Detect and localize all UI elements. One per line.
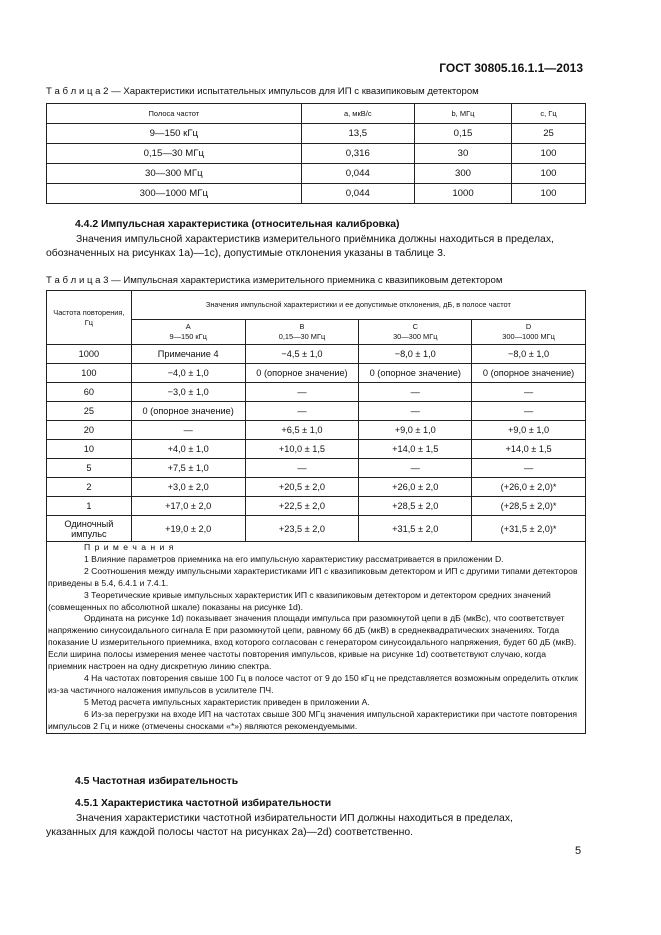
table-cell: (+26,0 ± 2,0)* xyxy=(472,478,586,497)
table-cell: 100 xyxy=(47,364,132,383)
table-row xyxy=(47,144,586,164)
table-row xyxy=(47,164,586,184)
table-cell: 0 (опорное значение) xyxy=(245,364,359,383)
table2-header-cell: Полоса частот xyxy=(47,104,302,124)
table-cell: +26,0 ± 2,0 xyxy=(359,478,472,497)
table3-notes-row xyxy=(47,542,586,734)
table-cell: (+31,5 ± 2,0)* xyxy=(472,516,586,542)
table-cell: 0,316 xyxy=(301,144,414,164)
table-row xyxy=(47,421,586,440)
table-3 xyxy=(46,290,586,734)
note-item: 5 Метод расчета импульсных характеристик приведен в приложении А. xyxy=(84,696,370,707)
table-cell: 0 (опорное значение) xyxy=(131,402,245,421)
table-cell: +28,5 ± 2,0 xyxy=(359,497,472,516)
table-cell: 2 xyxy=(47,478,132,497)
table-cell: 300 xyxy=(414,164,511,184)
table-row xyxy=(47,184,586,204)
table-cell: +14,0 ± 1,5 xyxy=(359,440,472,459)
table-cell: −4,5 ± 1,0 xyxy=(245,345,359,364)
table-cell: +23,5 ± 2,0 xyxy=(245,516,359,542)
table-cell: 10 xyxy=(47,440,132,459)
table-cell: −8,0 ± 1,0 xyxy=(359,345,472,364)
table-cell: +22,5 ± 2,0 xyxy=(245,497,359,516)
table-cell: — xyxy=(245,402,359,421)
table-cell: +17,0 ± 2,0 xyxy=(131,497,245,516)
table-cell: +6,5 ± 1,0 xyxy=(245,421,359,440)
table3-caption: Т а б л и ц а 3 — Импульсная характеристика измерительного приемника с квазипиковым детектором xyxy=(46,275,503,286)
table-cell: +31,5 ± 2,0 xyxy=(359,516,472,542)
table-row xyxy=(47,345,586,364)
table-cell: 1000 xyxy=(414,184,511,204)
table-cell: 20 xyxy=(47,421,132,440)
table-cell: — xyxy=(472,402,586,421)
note-item: Ордината на рисунке 1d) показывает значения площади импульса при разомкнутой цепи в дБ (мкВс), что соответствует напряжению синусоидального сигнала Е при разомкнутой цепи, равному 66 дБ (мкВ) в среднеквадратических значениях. Тогда показание U измерительного приемника, вход которого согласован с генератором синусоидального напряжения, будет 60 дБ (мкВ). Если ширина полосы измерения менее частоты повторения импульсов, кривые на рисунке 1d) соответствуют случаю, когда приемник настроен на одну дискретную линию спектра. xyxy=(48,613,577,672)
table-cell: — xyxy=(245,383,359,402)
standard-number: ГОСТ 30805.16.1.1—2013 xyxy=(439,61,583,75)
table-cell: — xyxy=(472,459,586,478)
table-row xyxy=(47,440,586,459)
table-cell: — xyxy=(472,383,586,402)
table-cell: −4,0 ± 1,0 xyxy=(131,364,245,383)
table-cell: 0,15 xyxy=(414,124,511,144)
table-cell: 30 xyxy=(414,144,511,164)
table-cell: 300—1000 МГц xyxy=(47,184,302,204)
table-cell: 30—300 МГц xyxy=(47,164,302,184)
note-item: 6 Из-за перегрузки на входе ИП на частотах свыше 300 МГц значения импульсной характеристики при частоте повторения импульсов 2 Гц и ниже (отмечены сносками «*») являются рекомендуемыми. xyxy=(48,708,578,731)
table-cell: — xyxy=(131,421,245,440)
table3-band-d: D 300—1000 МГц xyxy=(472,320,586,345)
table-row xyxy=(47,459,586,478)
table-cell: 13,5 xyxy=(301,124,414,144)
table-cell: — xyxy=(245,459,359,478)
table-cell: 100 xyxy=(512,144,586,164)
table-cell: 0,044 xyxy=(301,164,414,184)
table-row xyxy=(47,402,586,421)
section-4-5-heading: 4.5 Частотная избирательность xyxy=(75,776,239,787)
table-cell: 100 xyxy=(512,164,586,184)
table-cell: 25 xyxy=(512,124,586,144)
table-row xyxy=(47,497,586,516)
table3-band-c: C 30—300 МГц xyxy=(359,320,472,345)
table-cell: — xyxy=(359,402,472,421)
notes-title: П р и м е ч а н и я xyxy=(84,542,175,552)
section-4-4-2-text: Значения импульсной характеристикв измерительного приёмника должны находиться в пределах, обозначенных на рисунках 1а)—1с), допустимые отклонения указаны в таблице 3. xyxy=(46,234,554,259)
table-cell: 100 xyxy=(512,184,586,204)
table3-group-header: Значения импульсной характеристики и ее допустимые отклонения, дБ, в полосе частот xyxy=(131,291,585,320)
table-row xyxy=(47,478,586,497)
table-cell: −8,0 ± 1,0 xyxy=(472,345,586,364)
table-cell: +19,0 ± 2,0 xyxy=(131,516,245,542)
table-cell: 5 xyxy=(47,459,132,478)
table-2 xyxy=(46,103,586,204)
table-cell: (+28,5 ± 2,0)* xyxy=(472,497,586,516)
table3-band-a: A 9—150 кГц xyxy=(131,320,245,345)
page-number: 5 xyxy=(575,845,582,857)
table3-band-b: B 0,15—30 МГц xyxy=(245,320,359,345)
table-cell: 0,044 xyxy=(301,184,414,204)
table-cell: — xyxy=(359,383,472,402)
table-cell: 1000 xyxy=(47,345,132,364)
table-cell: +9,0 ± 1,0 xyxy=(359,421,472,440)
table2-header-row xyxy=(47,104,586,124)
table-cell: 60 xyxy=(47,383,132,402)
table-cell: 0 (опорное значение) xyxy=(359,364,472,383)
table-cell: 9—150 кГц xyxy=(47,124,302,144)
table2-header-cell: a, мкВ/с xyxy=(301,104,414,124)
table-row xyxy=(47,364,586,383)
table3-col-frequency-header: Частота повторения, Гц xyxy=(47,291,132,345)
section-4-4-2-heading: 4.4.2 Импульсная характеристика (относительная калибровка) xyxy=(75,219,400,230)
table-cell: +3,0 ± 2,0 xyxy=(131,478,245,497)
table-cell: 1 xyxy=(47,497,132,516)
table-cell: Одиночный импульс xyxy=(47,516,132,542)
table-cell: +4,0 ± 1,0 xyxy=(131,440,245,459)
table-cell: +14,0 ± 1,5 xyxy=(472,440,586,459)
table-cell: +7,5 ± 1,0 xyxy=(131,459,245,478)
table2-header-cell: b, МГц xyxy=(414,104,511,124)
table2-header-cell: c, Гц xyxy=(512,104,586,124)
table-cell: Примечание 4 xyxy=(131,345,245,364)
note-item: 1 Влияние параметров приемника на его импульсную характеристику рассматривается в приложении D. xyxy=(84,553,504,564)
table-row xyxy=(47,383,586,402)
note-item: 4 На частотах повторения свыше 100 Гц в полосе частот от 9 до 150 кГц не представляется возможным определить отклик из-за частичного наложения импульсов в усилителе ПЧ. xyxy=(48,672,578,695)
table-cell: 0,15—30 МГц xyxy=(47,144,302,164)
table-cell: −3,0 ± 1,0 xyxy=(131,383,245,402)
note-item: 3 Теоретические кривые импульсных характеристик ИП с квазипиковым детектором и детектором средних значений (совмещенных по абсолютной шкале) показаны на рисунке 1d). xyxy=(48,589,551,612)
section-4-5-1-text: Значения характеристики частотной избирательности ИП должны находиться в пределах, указанных для каждой полосы частот на рисунках 2а)—2d) соответственно. xyxy=(46,813,513,838)
table-cell: +9,0 ± 1,0 xyxy=(472,421,586,440)
table-row xyxy=(47,516,586,542)
table-cell: 0 (опорное значение) xyxy=(472,364,586,383)
table2-caption: Т а б л и ц а 2 — Характеристики испытательных импульсов для ИП с квазипиковым детектором xyxy=(46,86,479,97)
table-cell: +10,0 ± 1,5 xyxy=(245,440,359,459)
section-4-5-1-heading: 4.5.1 Характеристика частотной избирательности xyxy=(75,798,332,809)
table3-header-row xyxy=(47,291,586,320)
table-row xyxy=(47,124,586,144)
table-cell: +20,5 ± 2,0 xyxy=(245,478,359,497)
table-cell: 25 xyxy=(47,402,132,421)
table3-notes xyxy=(47,542,586,734)
note-item: 2 Соотношения между импульсными характеристиками ИП с квазипиковым детектором и ИП с другими типами детекторов приведены в 5.4, 6.4.1 и 7.4.1. xyxy=(48,565,578,588)
table-cell: — xyxy=(359,459,472,478)
